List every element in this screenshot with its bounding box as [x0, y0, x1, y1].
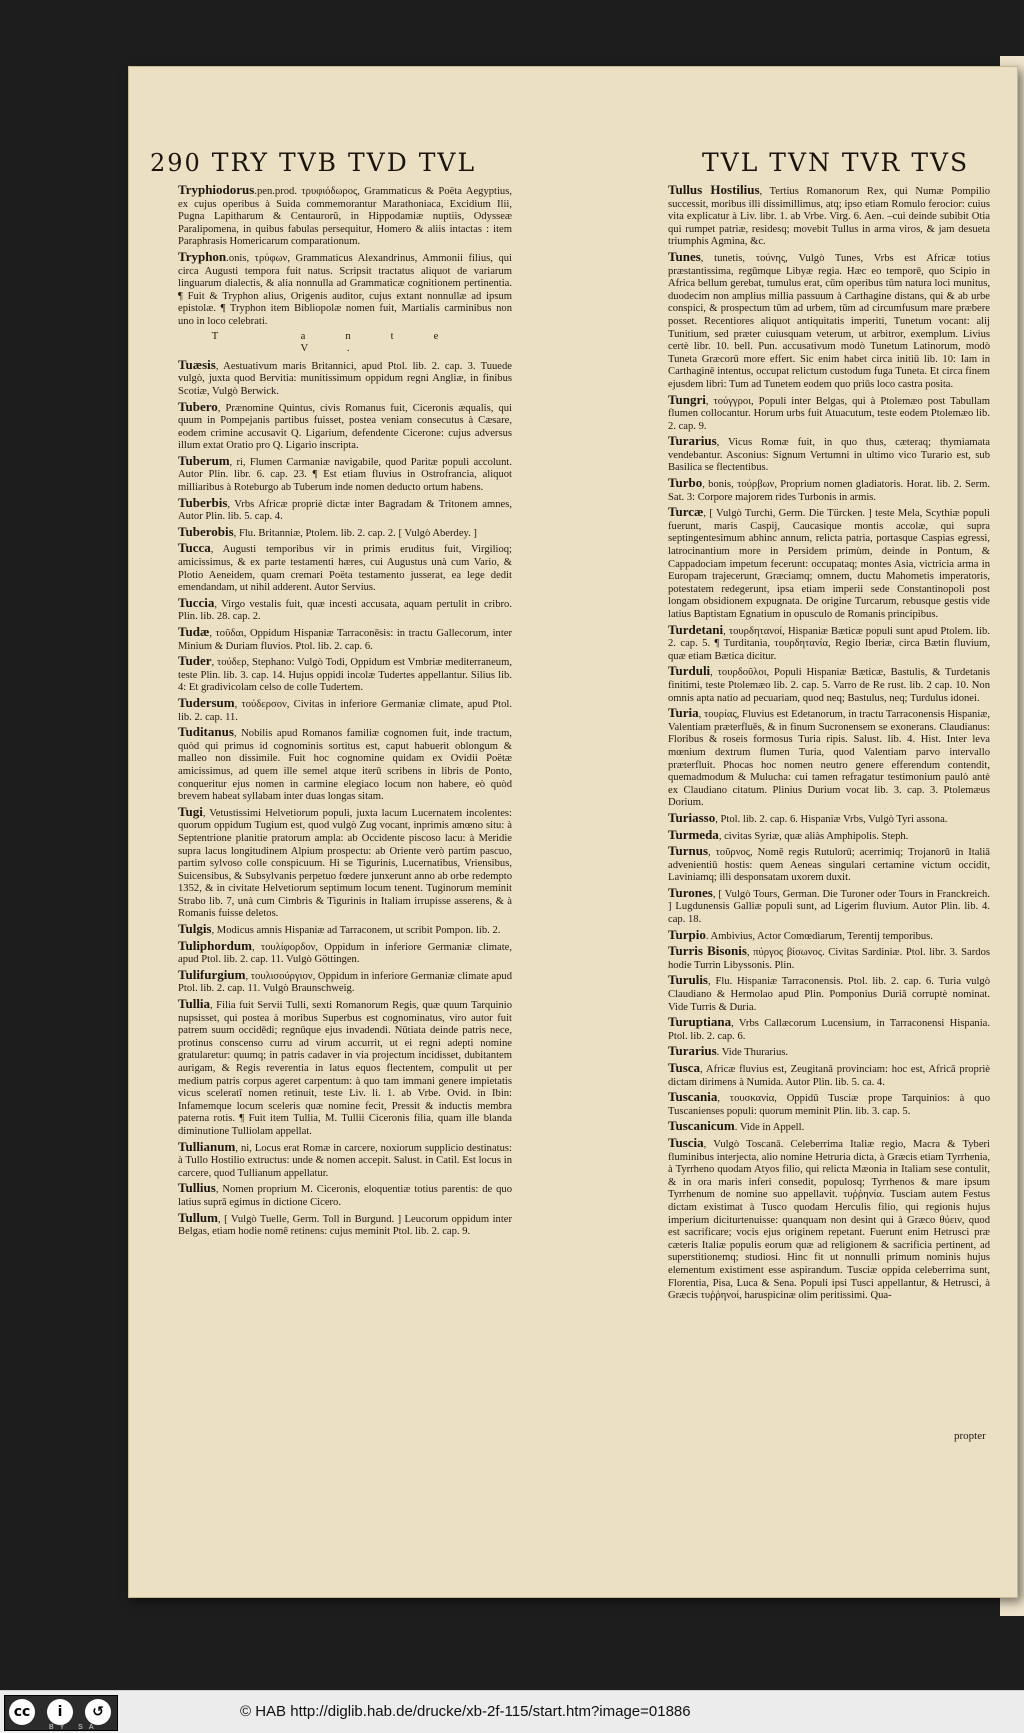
entry-headword: Tullum: [178, 1209, 218, 1225]
entry-text: , [ Vulgò Tuelle, Germ. Toll in Burgund. ] Leucorum oppidum inter Belgas, etiam hodie nomē retinens: cujus meminit Ptol. lib. 2. cap. 9.: [178, 1213, 512, 1238]
dictionary-entry: [668, 1091, 990, 1118]
license-label: BY SA: [49, 1724, 100, 1731]
dictionary-entry: [668, 926, 990, 944]
entry-text: , Virgo vestalis fuit, quæ incesti accusata, aquam pertulit in cribro. Plin. lib. 28. cap. 2.: [178, 598, 512, 623]
dictionary-entry: [178, 452, 512, 495]
entry-text: , Flu. Britanniæ, Ptolem. lib. 2. cap. 2. [ Vulgò Aberdey. ]: [233, 527, 477, 539]
entry-headword: Tusca: [668, 1060, 701, 1075]
entry-text: , Vicus Romæ fuit, in quo thus, cæteraq; thymiamata vendebantur. Asconius: Signum Vertumni in ultimo vico Turario est, sub Basilica se flectentibus.: [668, 437, 990, 474]
entry-headword: Turduli: [668, 663, 711, 679]
dictionary-entry: [178, 331, 512, 356]
dictionary-entry: [668, 665, 990, 705]
dictionary-entry: [668, 1045, 990, 1060]
entry-text: .onis, τρύφων, Grammaticus Alexandrinus, Ammonii filius, qui circa Augusti tempora fuit natus. Scripsit tractatus aliquot de variarum linguarum dialectis, & alia nonnulla ad Grammaticæ cognitionem pertinentia. ¶ Fuit & Tryphon alius, Origenis auditor, cujus extant nonnullæ ad ipsum epistolæ. ¶ Tryphon item Bibliopolæ nomen fuit, Martialis carminibus non uno in loco celebrati.: [178, 252, 512, 327]
book-page: [128, 66, 1018, 1598]
entry-text: , Modicus amnis Hispaniæ ad Tarraconem, ut scribit Pompon. lib. 2.: [211, 925, 501, 937]
dictionary-entry: [178, 1182, 512, 1209]
entry-headword: Turulis: [668, 972, 708, 988]
entry-headword: Tullia: [178, 996, 211, 1012]
entry-headword: Turarius: [668, 433, 717, 449]
dictionary-entry: [178, 594, 512, 624]
entry-headword: Tudæ: [178, 624, 210, 639]
dictionary-entry: [178, 726, 512, 804]
header-left-text: TRY TVB TVD TVL: [211, 148, 477, 177]
entry-headword: Tullius: [178, 1180, 216, 1196]
dictionary-entry: [178, 398, 512, 453]
entry-headword: Turuptiana: [668, 1014, 732, 1030]
entry-headword: Turris Bisonis: [668, 943, 747, 959]
left-column: [178, 184, 512, 1241]
entry-headword: Tungri: [668, 391, 706, 407]
entry-headword: Tuliphordum: [178, 937, 252, 953]
entry-headword: Tryphiodorus: [178, 182, 255, 197]
entry-text: , Africæ fluvius est, Zeugitanā provinciam: hoc est, Africā propriè dictam dirimens à Numida. Autor Plin. lib. 5. ca. 4.: [668, 1064, 990, 1088]
entry-headword: Tunes: [668, 248, 701, 264]
entry-headword: Tulgis: [178, 921, 212, 937]
running-header-left: [150, 148, 476, 177]
entry-text: , τουλισούργιον, Oppidum in inferiore Germaniæ climate apud Ptol. lib. 2. cap. 11. Vulgò Braunschweig.: [178, 970, 512, 995]
dictionary-entry: [668, 1016, 990, 1043]
entry-text: , τουρίας, Fluvius est Edetanorum, in tractu Tarraconensis Hispaniæ, Valentiam præterfluēs, & in finum Sucronensem se exonerans. Claudianus: Floribus & roseis formosus Turia ripis. Salust. lib. 4. Hist. Inter leva mœnium dextrum flumen Turia, quod Valentiam parvo intervallo præterfluit. Phocas hoc nomen neutro genere efferendum contendit, quemadmodum & Mulucha: cui tamen refragatur testimonium paulò antè ex Claudiano citatum. Plinius Durium vocat lib. 3. cap. 3. Ptolemæus Dorium.: [668, 709, 990, 809]
entry-text: , Flu. Hispaniæ Tarraconensis. Ptol. lib. 2. cap. 6. Turia vulgò Claudiano & Hermolao apud Plin. Pomponius Duriā corruptè nominat. Vide Turris & Duria.: [668, 976, 990, 1013]
dictionary-entry: [668, 974, 990, 1014]
page-number: 290: [150, 149, 202, 177]
entry-text: , civitas Syriæ, quæ aliàs Amphipolis. Steph.: [718, 830, 909, 842]
dictionary-entry: [668, 391, 990, 434]
entry-text: . Ambivius, Actor Comœdiarum, Terentij temporibus.: [705, 930, 933, 942]
entry-headword: Tuæsis: [178, 356, 216, 372]
entry-text: , τοῦρνος, Nomē regis Rutulorū; acerrimiq; Trojanorū in Italiā advenientiū hostis: quem Aeneas singulari certamine victum occidit, Laviniamq; illi desponsatam uxorem duxit.: [668, 847, 990, 884]
entry-text: , [ Vulgò Tours, German. Die Turoner oder Tours in Franckreich. ] Lugdunensis Galliæ populi sunt, ad Ligerim fluvium. Autor Plin. lib. 4. cap. 18.: [668, 888, 990, 926]
entry-headword: Tullianum: [178, 1138, 236, 1154]
dictionary-entry: [178, 937, 512, 967]
entry-text: . Vide Thurarius.: [716, 1047, 789, 1059]
entry-text: , Aestuativum maris Britannici, apud Ptol. lib. 2. cap. 3. Tuuede vulgò, juxta quod Bervitia: munitissimum oppidum regni Angliæ, in finibus Scotiæ, Vulgò Berwick.: [178, 360, 512, 397]
entry-text: , Augusti temporibus vir in primis eruditus fuit, Virgilioq; amicissimus, & ex parte testamenti hæres, cui Augustus unà cum Vario, & Plotio Aeneidem, quam cremari Poëta testamento jusserat, ea lege dedit emendandam, ut nihil adderent. Autor Servius.: [178, 544, 512, 594]
entry-headword: Tucca: [178, 540, 211, 556]
entry-text: , Prænomine Quintus, civis Romanus fuit, Ciceronis æqualis, qui quum in Pompejanis partibus fuisset, postea veniam consecutus à Cæsare, eodem crimine accusavit Q. Ligarium, defendente Cicerone: cujus adversus illum extat Oratio pro Q. Ligario inscripta.: [178, 402, 512, 452]
entry-text: T ante V.: [211, 330, 479, 355]
entry-headword: Tudersum: [178, 694, 235, 710]
dictionary-entry: [178, 998, 512, 1139]
dictionary-entry: [178, 626, 512, 653]
entry-text: , Vrbs Callæcorum Lucensium, in Tarraconensi Hispania. Ptol. lib. 2. cap. 6.: [668, 1018, 990, 1042]
entry-headword: Turcæ: [668, 504, 704, 520]
entry-headword: Tuberbis: [178, 494, 228, 510]
entry-text: , ni, Locus erat Romæ in carcere, noxiorum supplicio destinatus: à Tullo Hostilio extructus: unde & nomen accepit. Salust. in Catil. Est locus in carcere, quod Tullianum appellatur.: [178, 1142, 512, 1179]
entry-text: , [ Vulgò Turchi, Germ. Die Türcken. ] teste Mela, Scythiæ populi fuerunt, maris Caspij, Caucasique montis accolæ, qui supra septingentesimum abhinc annum, relicta patria, portasque Caspias egressi, latrocinantium more in Persidem primùm, deinde in Pontum, & Cappadociam impetum fecerunt: occupataq; montes Asia, victricia arma in Europam trajecerunt, Græciamq; omnem, ductu Mahometis imperatoris, potestatem redegerunt, ipsa etiam imperii sede Constantinopoli post longam obsidionem expugnata. De origine Turcarum, rebusque gestis vide latius Baptistam Egnatium in opusculo de Romanis principibus.: [668, 508, 990, 620]
dictionary-entry: [668, 184, 990, 249]
entry-headword: Turones: [668, 884, 713, 900]
entry-headword: Turarius: [668, 1043, 717, 1059]
entry-headword: Tubero: [178, 398, 218, 414]
entry-headword: Tuberum: [178, 452, 230, 468]
dictionary-entry: [178, 184, 512, 249]
entry-text: , τουσκανία, Oppidū Tusciæ prope Tarquinios: à quo Tuscanienses populi: quorum meminit Plin. lib. 3. cap. 5.: [668, 1093, 990, 1117]
entry-text: , τούδερ, Stephano: Vulgò Todi, Oppidum est Vmbriæ mediterraneum, teste Plin. lib. 3. cap. 14. Hujus oppidi incolæ Tudertes appellantur. Silius lib. 4: Et gradivicolam celso de colle Tudertem.: [178, 657, 512, 694]
entry-text: , Nobilis apud Romanos familiæ cognomen fuit, inde tractum, quòd qui primus id cognominis sortitus est, caput habuerit oblongum & malleo non dissimile. Fuit hoc cognomine quidam ex Ovidii Poëtæ amicissimus, ad quem ille semel atque iterū scribens in libris de Ponto, conqueritur ejus nomen in carmine elegiaco locum non habere, eò quòd brevem habeat syllabam inter duas longas sitam.: [178, 728, 512, 803]
dictionary-entry: [178, 655, 512, 695]
entry-headword: Turia: [668, 705, 699, 721]
entry-headword: Turbo: [668, 475, 703, 491]
dictionary-entry: [178, 1209, 512, 1239]
dictionary-entry: [668, 435, 990, 475]
dictionary-entry: [178, 923, 512, 938]
dictionary-entry: [668, 477, 990, 504]
dictionary-entry: [668, 248, 990, 392]
entry-text: , Tertius Romanorum Rex, qui Numæ Pompilio successit, moribus illi dissimillimus, atq; ipso etiam Romulo ferocior: cuius vita explicatur à Liv. libr. 1. ab Vrbe. Virg. 6. Aen. ‒cui deinde subibit Otia qui rumpet patriæ, residesq; movebit Tullus in arma viros, & jam desueta triumphis Agmina, &c.: [668, 186, 990, 248]
dictionary-entry: [178, 356, 512, 399]
entry-headword: Tuditanus: [178, 724, 234, 740]
catchword: propter: [954, 1430, 986, 1442]
entry-text: .pen.prod. τρυφιόδωρος, Grammaticus & Poëta Aegyptius, ex cujus operibus à Suida commemorantur Marathoniaca, Excidium Ilii, Pugna Lapitharum & Centaurorũ, in Hippodamiæ nuptiis, Odysseæ Paralipomena, in quibus fabulas persequitur, Homero & aliis intactas : item Paraphrasis Homericarum comparationum.: [178, 186, 512, 248]
entry-text: , τουρδοῦλοι, Populi Hispaniæ Bæticæ, Bastulis, & Turdetanis finitimi, teste Ptolemæo lib. 2. cap. 5. Varro de Re rust. lib. 2 cap. 10. Non omnis apta natio ad pecuariam, quod neq; Bastulus, neq; Turdulus idonei.: [668, 667, 990, 704]
entry-text: , τούγγροι, Populi inter Belgas, qui à Ptolemæo post Tabullam flumen collocantur. Horum urbs fuit Atuacutum, teste eodem Ptolemæo lib. 2. cap. 9.: [668, 395, 990, 432]
running-header-right: TVL TVN TVR TVS: [702, 148, 970, 177]
share-alike-icon: ↺: [85, 1699, 111, 1725]
entry-headword: Turdetani: [668, 621, 724, 637]
dictionary-entry: [668, 621, 990, 664]
entry-text: . Vide in Appell.: [734, 1122, 805, 1134]
entry-text: , tunetis, τούνης, Vulgò Tunes, Vrbs est Africæ totius præstantissima, regūmque Libyæ regia. Hæc eo temporē, quo Scipio in Africa bellum gerebat, tumulus erat, cūm operibus tūm natura loci munitus, duodecim non amplius millia passuum à Carthagine distans, qui & ab urbe conspici, & prospectum tūm ad urbem, tūm ad circumfusum mare præbere posset. Recentiores aliquot antiquitatis imperiti, Tunetum vocant: alij Tunitium, sed præter cuiusquam veterum, ut arbitror, exemplum. Livius certè libr. 10. bell. Pun. accusativum modò Tunetum Latinorum, modò Tuneta Græcorū more effert. Sic enim habet circa initiū lib. 10: Iam in Carthaginē intentus, occupat relictum custodum fuga Tuneta. Et circa finem ejusdem libri: Tum ad Tunetem eodem quo priūs loco castra posita.: [668, 252, 990, 390]
entry-headword: Tuberobis: [178, 523, 234, 539]
entry-headword: Tullus Hostilius: [668, 182, 760, 197]
entry-headword: Tuder: [178, 653, 212, 669]
dictionary-entry: [668, 1134, 990, 1303]
entry-headword: Turmeda: [668, 826, 719, 842]
entry-text: , πύργος βίσωνος. Civitas Sardiniæ. Ptol. libr. 3. Sardos hodie Turrin Libyssonis. Plin.: [668, 947, 990, 971]
dictionary-entry: [178, 694, 512, 724]
source-credit-link[interactable]: © HAB http://diglib.hab.de/drucke/xb-2f-115/start.htm?image=01886: [240, 1703, 691, 1720]
footer-bar: [0, 1690, 1024, 1733]
dictionary-entry: [178, 248, 512, 329]
entry-headword: Tugi: [178, 803, 203, 819]
entry-text: , Vrbs Africæ propriè dictæ inter Bagradam & Tritonem amnes, Autor Plin. lib. 5. cap. 4.: [178, 498, 512, 523]
entry-headword: Tuccia: [178, 594, 215, 610]
entry-headword: Tuscanicum: [668, 1118, 735, 1134]
entry-headword: Tryphon: [178, 248, 227, 264]
entry-text: , Ptol. lib. 2. cap. 6. Hispaniæ Vrbs, Vulgò Tyri assona.: [715, 813, 948, 825]
entry-text: , τουρδητανοί, Hispaniæ Bæticæ populi sunt apud Ptolem. lib. 2. cap. 5. ¶ Turditania, τουρδητανία, Regio Iberiæ, circa Bætin fluvium, quæ etiam Bætica dicitur.: [668, 625, 990, 662]
entry-headword: Turpio: [668, 926, 706, 942]
dictionary-entry: [668, 884, 990, 927]
entry-text: , τουλίφορδον, Oppidum in inferiore Germaniæ climate, apud Ptol. lib. 2. cap. 11. Vulgò Göttingen.: [178, 941, 512, 966]
entry-text: , Vetustissimi Helvetiorum populi, juxta lacum Lucernatem incolentes: quorum oppidum Tugium est, quod vulgò Zug vocant, inprimis amœno situ: à Septentrione planitie pratorum ampla: ab Occidente piscoso lacu: à Meridie supra lacus longitudinem Alpium prospectu: ab Oriente verò partim pascuo, partim sylvoso colle conspicuum. Hi se Tigurinis, Lucernatibus, Vriensibus, Suicensibus, & Subsylvanis perpetuo fœdere junxerunt anno ab orbe redempto 1352, & in civitate Helvetiorum septimum locum tenent. Tuginorum meminit Strabo lib. 7, unà cum Cimbris & Tigurinis in Italiam irrupisse asserens, & à Romanis fuisse deletos.: [178, 807, 512, 920]
dictionary-entry: [668, 945, 990, 972]
creative-commons-icon: cc: [9, 1699, 35, 1725]
dictionary-entry: [668, 1062, 990, 1089]
dictionary-entry: [668, 809, 990, 827]
entry-text: , Nomen proprium M. Ciceronis, eloquentiæ totius parentis: de quo latius suprā egimus in dictione Cicero.: [178, 1184, 512, 1208]
dictionary-entry: [668, 845, 990, 885]
entry-text: , τοῦδαι, Oppidum Hispaniæ Tarraconēsis: in tractu Gallecorum, inter Minium & Duriam fluvios. Ptol. lib. 2. cap. 6.: [178, 628, 512, 652]
dictionary-entry: [178, 1138, 512, 1181]
dictionary-entry: [178, 494, 512, 524]
entry-headword: Tuscania: [668, 1089, 718, 1105]
entry-text: , τούδερσον, Civitas in inferiore Germaniæ climate, apud Ptol. lib. 2. cap. 11.: [178, 698, 512, 723]
entry-text: , ri, Flumen Carmaniæ navigabile, quod Paritæ populi accolunt. Autor Plin. libr. 6. cap. 23. ¶ Est etiam fluvius in Ostrofrancia, aliquot milliaribus à Roteburgo ab Tuberum inde nomen deducto ortum habens.: [178, 456, 512, 494]
entry-text: , Vulgò Toscanā. Celeberrima Italiæ regio, Macra & Tyberi fluminibus interjecta, alio nomine Hetruria dicta, à Græcis etiam Tyrrhenia, à Tyrrheno quodam Atyos filio, qui relicta Mæonia in Italiam sese contulit, & in ora maris inferi consedit, populosq; Tyrrhenos & mare ipsum Tyrrhenum de nomine suo appellavit. τυῤῥηνία. Tusciam autem Festus dictam existimat à Tusco quodam Herculis filio, qui regionis hujus imperium diciturtenuisse: quanquam non desint qui à Græco θύειν, quod est sacrificare; vocis ejus originem repetant. Fuerunt enim Hetrusci præ cæteris Italiæ populis eorum quæ ad religionem & sacrificia pertinent, ad superstitionemq; studiosi. Hinc fit ut nonnulli primum nominis hujus elementum existiment esse aspirandum. Tusciæ oppida celeberrima sunt, Florentia, Pisa, Luca & Sena. Populi ipsi Tusci appellantur, & Hetrusci, à Græcis τυῤῥηνοί, haruspicinæ olim peritissimi. Qua-: [668, 1138, 990, 1302]
entry-headword: Turnus: [668, 843, 708, 859]
dictionary-entry: [668, 707, 990, 810]
cc-license-badge[interactable]: [4, 1695, 118, 1731]
entry-headword: Tuscia: [668, 1134, 704, 1150]
dictionary-entry: [668, 1120, 990, 1135]
entry-text: , bonis, τούρβων, Proprium nomen gladiatoris. Horat. lib. 2. Serm. Sat. 3: Corpore majorem rides Turbonis in armis.: [668, 479, 990, 503]
attribution-icon: i: [47, 1699, 73, 1725]
dictionary-entry: [178, 966, 512, 996]
entry-headword: Turiasso: [668, 809, 716, 825]
entry-headword: Tulifurgium: [178, 966, 246, 982]
entry-text: , Filia fuit Servii Tulli, sexti Romanorum Regis, quæ quum Tarquinio nupsisset, qui postea à moribus Superbus est cognominatus, viro autor fuit patrem suum occidēdi; regnūque ejus invadendi. Nūtiata deinde patris nece, protinus conscenso curru ad virum accurrit, ut ei regni adepti nomine gratularetur: quumq; in patris cadaver in via projectum incidisset, dubitantem aurigam, & Regis reverentia in latus equos flectentem, compulit ut per medium patris corpus ageret carpentum: à quo tam immani genere impietatis vicus sceleratī nomen retinuit, teste Liv. li. 1. ab Vrbe. Ovid. in Ibin: Infamemque locum sceleris quæ nomine fecit, Pressit & inductis membra paterna rotis. ¶ Fuit item Tullia, M. Tullii Ciceronis filia, quam ille blanda diminutione Tulliolam appellat.: [178, 1000, 512, 1137]
dictionary-entry: [178, 803, 512, 921]
right-column: [668, 184, 990, 1305]
dictionary-entry: [178, 523, 512, 541]
dictionary-entry: [178, 542, 512, 594]
dictionary-entry: [668, 826, 990, 844]
dictionary-entry: [668, 506, 990, 621]
